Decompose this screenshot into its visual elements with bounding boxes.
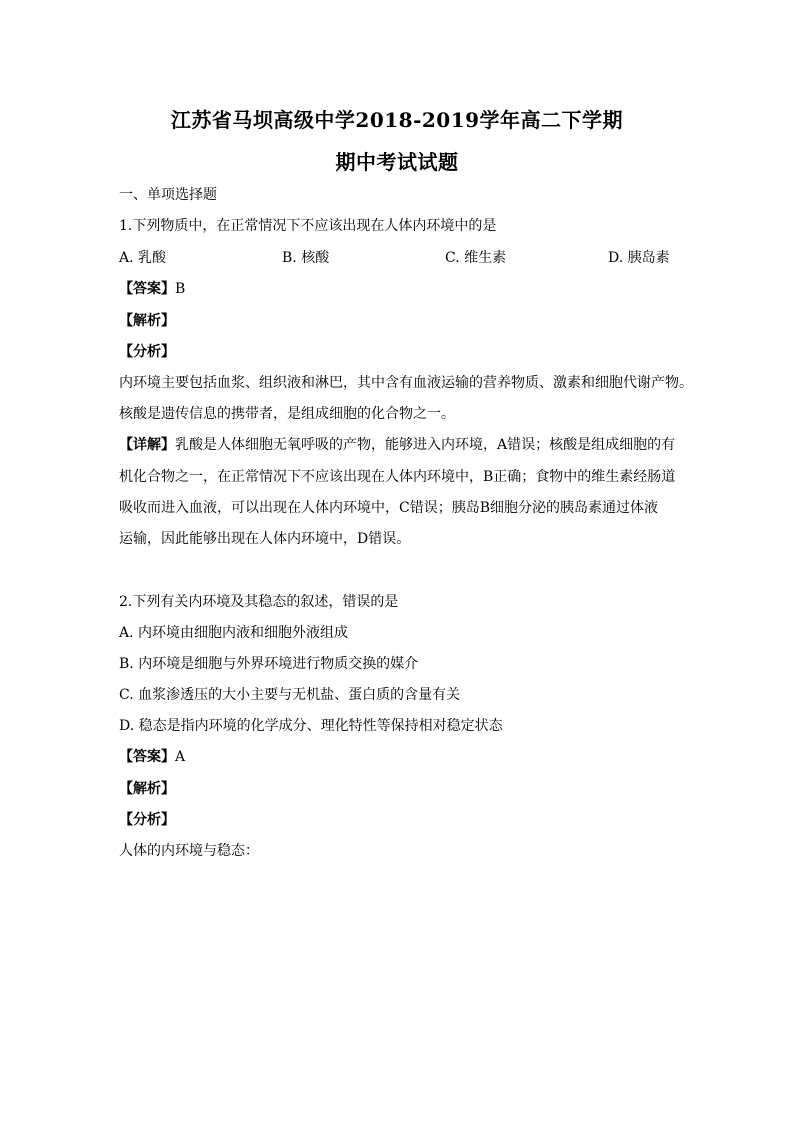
q2-option-d: D. 稳态是指内环境的化学成分、理化特性等保持相对稳定状态: [119, 718, 503, 734]
q1-detail-line-4: 运输，因此能够出现在人体内环境中，D错误。: [119, 531, 411, 547]
q2-analysis-label: 【解析】: [119, 781, 175, 797]
q1-detail-label: 【详解】: [119, 437, 175, 453]
q1-fenxi-line-1: 内环境主要包括血浆、组织液和淋巴，其中含有血液运输的营养物质、激素和细胞代谢产物。: [119, 375, 693, 391]
q2-stem: 2.下列有关内环境及其稳态的叙述，错误的是: [119, 594, 399, 610]
q1-options: [119, 248, 679, 268]
q1-option-d: D. 胰岛素: [608, 250, 670, 266]
q2-fenxi-text: 人体的内环境与稳态：: [119, 843, 259, 859]
q2-option-c: C. 血浆渗透压的大小主要与无机盐、蛋白质的含量有关: [119, 687, 461, 703]
q1-fenxi-line-2: 核酸是遗传信息的携带者，是组成细胞的化合物之一。: [119, 406, 455, 422]
q2-option-a: A. 内环境由细胞内液和细胞外液组成: [119, 625, 349, 641]
q1-answer-value: B: [175, 281, 186, 297]
q1-answer: [119, 279, 679, 299]
q1-option-b: B. 核酸: [282, 250, 330, 266]
q2-answer: [119, 747, 679, 767]
q2-answer-label: 【答案】: [119, 749, 175, 765]
document-title-line-1: 江苏省马坝高级中学2018-2019学年高二下学期: [170, 108, 624, 132]
document-title-line-2: 期中考试试题: [335, 150, 459, 174]
q1-detail-line-2: 机化合物之一，在正常情况下不应该出现在人体内环境中，B正确；食物中的维生素经肠道: [119, 469, 676, 485]
section-heading: 一、单项选择题: [119, 187, 217, 203]
q1-analysis-label: 【解析】: [119, 313, 175, 329]
q1-detail-line-3: 吸收而进入血液，可以出现在人体内环境中，C错误；胰岛B细胞分泌的胰岛素通过体液: [119, 500, 658, 516]
q1-stem: 1.下列物质中，在正常情况下不应该出现在人体内环境中的是: [119, 218, 497, 234]
q2-fenxi-label: 【分析】: [119, 812, 175, 828]
q1-answer-label: 【答案】: [119, 281, 175, 297]
q2-option-b: B. 内环境是细胞与外界环境进行物质交换的媒介: [119, 656, 419, 672]
q1-fenxi-label: 【分析】: [119, 344, 175, 360]
q1-detail-first: 乳酸是人体细胞无氧呼吸的产物，能够进入内环境，A错误；核酸是组成细胞的有: [175, 437, 676, 453]
q1-option-c: C. 维生素: [445, 250, 507, 266]
q1-option-a: A. 乳酸: [119, 250, 167, 266]
q2-answer-value: A: [175, 749, 186, 765]
q1-detail-line-1: [119, 435, 679, 455]
